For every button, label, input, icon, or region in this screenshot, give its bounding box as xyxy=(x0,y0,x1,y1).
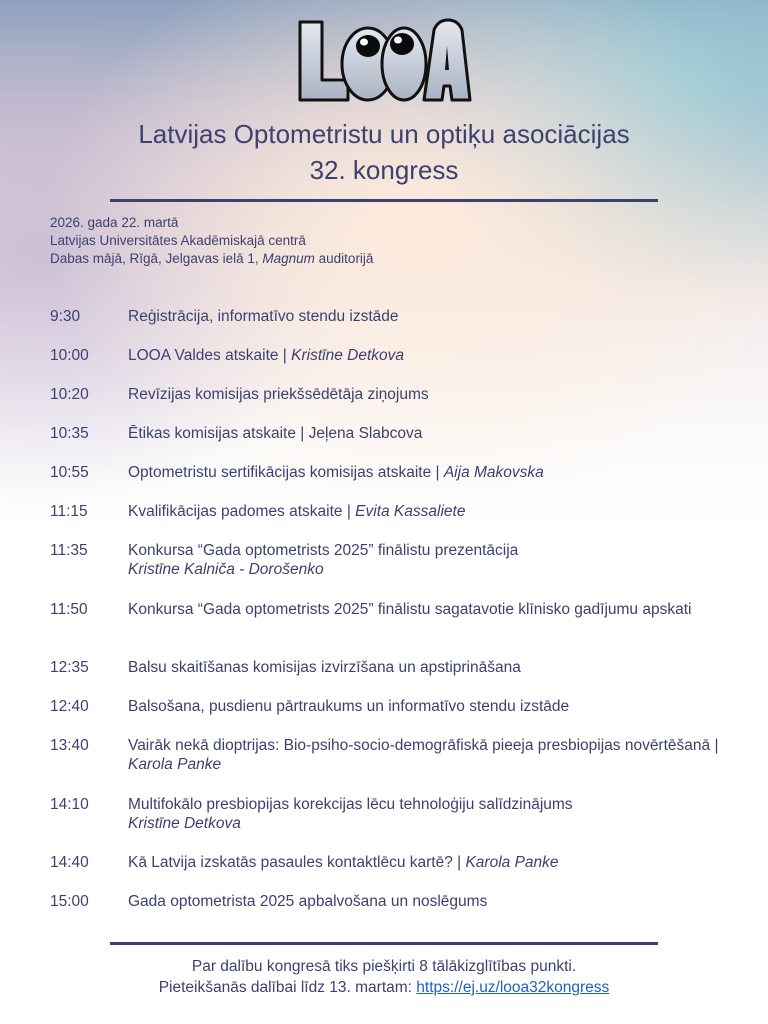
agenda-time: 12:40 xyxy=(50,698,89,715)
agenda-time: 11:35 xyxy=(50,542,88,559)
event-info xyxy=(50,214,373,268)
agenda-text: Ētikas komisijas atskaite | Jeļena Slabcova xyxy=(128,425,423,442)
footer-credits-note: Par dalību kongresā tiks piešķirti 8 tālākizglītības punkti. xyxy=(191,958,577,975)
agenda-time: 14:40 xyxy=(50,854,89,871)
event-date: 2026. gada 22. martā xyxy=(50,215,179,230)
agenda-time: 9:30 xyxy=(50,308,81,325)
looa-logo xyxy=(296,16,472,106)
footer xyxy=(0,956,768,998)
auditorium-name: Magnum xyxy=(262,251,315,266)
agenda-time: 12:35 xyxy=(50,659,89,676)
agenda-time: 10:35 xyxy=(50,425,89,442)
agenda-time: 13:40 xyxy=(50,737,89,754)
agenda-text: LOOA Valdes atskaite | Kristīne Detkova xyxy=(128,347,404,364)
agenda-text: Konkursa “Gada optometrists 2025” finālistu prezentācija Kristīne Kalniča - Dorošenko xyxy=(128,542,519,578)
agenda-text: Revīzijas komisijas priekšsēdētāja ziņojums xyxy=(128,386,429,403)
agenda-time: 15:00 xyxy=(50,893,89,910)
registration-link[interactable]: https://ej.uz/looa32kongress xyxy=(416,979,610,996)
agenda-text: Balsu skaitīšanas komisijas izvirzīšana un apstiprināšana xyxy=(128,659,521,676)
agenda-time: 10:00 xyxy=(50,347,89,364)
agenda-text: Optometristu sertifikācijas komisijas atskaite | Aija Makovska xyxy=(128,464,544,481)
agenda-time: 11:15 xyxy=(50,503,88,520)
event-venue: Latvijas Universitātes Akadēmiskajā centrā xyxy=(50,233,306,248)
page-title-line-2: 32. kongress xyxy=(309,155,459,185)
agenda-text: Kvalifikācijas padomes atskaite | Evita Kassaliete xyxy=(128,503,466,520)
address-prefix: Dabas mājā, Rīgā, Jelgavas ielā 1, xyxy=(50,251,263,266)
event-address xyxy=(50,250,373,268)
agenda-text: Balsošana, pusdienu pārtraukums un informatīvo stendu izstāde xyxy=(128,698,570,715)
agenda-time: 10:20 xyxy=(50,386,89,403)
agenda-text: Multifokālo presbiopijas korekcijas lēcu tehnoloģiju salīdzinājums Kristīne Detkova xyxy=(128,796,573,832)
agenda-text: Kā Latvija izskatās pasaules kontaktlēcu kartē? | Karola Panke xyxy=(128,854,559,871)
agenda-text: Gada optometrista 2025 apbalvošana un noslēgums xyxy=(128,893,488,910)
page-title-line-1: Latvijas Optometristu un optiķu asociācijas xyxy=(138,119,630,149)
agenda-time: 11:50 xyxy=(50,601,88,618)
footer-divider xyxy=(110,942,658,945)
address-suffix: auditorijā xyxy=(314,251,374,266)
agenda-time: 10:55 xyxy=(50,464,89,481)
header-divider xyxy=(110,199,658,202)
agenda-text: Konkursa “Gada optometrists 2025” finālistu sagatavotie klīnisko gadījumu apskati xyxy=(128,601,692,618)
agenda-text: Vairāk nekā dioptrijas: Bio-psiho-socio-demogrāfiskā pieeja presbiopijas novērtēšanā | Karola Panke xyxy=(128,737,719,773)
agenda-text: Reģistrācija, informatīvo stendu izstāde xyxy=(128,308,399,325)
agenda-time: 14:10 xyxy=(50,796,89,813)
footer-registration-note: Pieteikšanās dalībai līdz 13. martam: https://ej.uz/looa32kongress xyxy=(158,979,610,996)
